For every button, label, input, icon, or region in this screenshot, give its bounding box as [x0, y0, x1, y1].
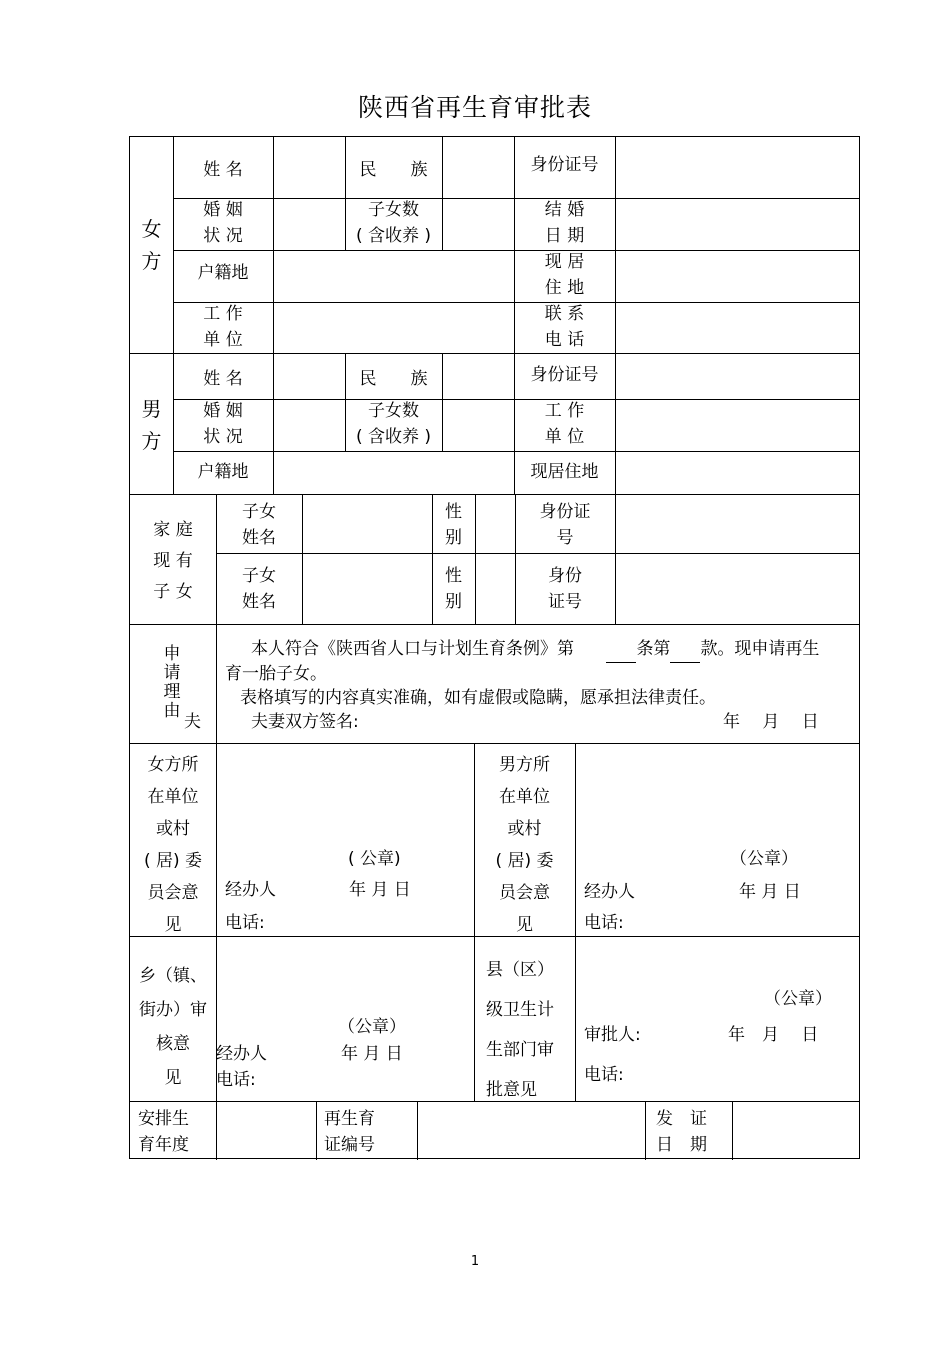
female-unit-seal: ( 公章) [348, 849, 401, 869]
county-phone: 电话: [584, 1065, 624, 1085]
female-unit-handler: 经办人 [225, 880, 276, 900]
female-ethnicity-label: 民 族 [359, 160, 428, 180]
family-children-label: 家 庭 现 有 子 女 [153, 520, 193, 602]
town-phone: 电话: [216, 1070, 256, 1090]
reason-label: 申 请 理 由 [163, 644, 181, 721]
approval-form-table [129, 136, 860, 1159]
town-opinion-label: 乡（镇、 街办）审 核意 见 [139, 966, 207, 1088]
town-handler: 经办人 [216, 1044, 267, 1064]
male-side-label: 男 方 [141, 397, 162, 453]
male-residence-label: 现居住地 [530, 462, 599, 482]
male-hukou-label: 户籍地 [197, 462, 249, 482]
county-date: 年 月 日 [728, 1025, 819, 1045]
male-unit-seal: （公章） [730, 849, 798, 869]
county-opinion-label: 县（区） 级卫生计 生部门审 批意见 [486, 960, 554, 1100]
reason-date: 年 月 日 [723, 712, 819, 732]
female-unit-label: 女方所 在单位 或村 ( 居) 委 员会意 见 [143, 755, 203, 935]
page-title: 陕西省再生育审批表 [357, 93, 592, 122]
male-unit-handler: 经办人 [584, 882, 635, 902]
male-name-label: 姓 名 [203, 369, 243, 389]
child-id-label-1: 身份证 号 [539, 502, 591, 548]
male-unit-date: 年 月 日 [739, 882, 801, 902]
reason-line-1: 本人符合《陕西省人口与计划生育条例》第 条第 款。现申请再生 [251, 636, 819, 663]
male-id-label: 身份证号 [530, 365, 599, 385]
male-unit-phone: 电话: [584, 913, 624, 933]
reason-line-2: 育一胎子女。 [225, 664, 327, 684]
county-approver: 审批人: [584, 1025, 641, 1045]
female-hukou-label: 户籍地 [197, 263, 249, 283]
reason-side-char: 夫 [184, 712, 201, 732]
town-seal: （公章） [338, 1017, 406, 1037]
female-work-label: 工 作 单 位 [203, 304, 243, 350]
town-date: 年 月 日 [341, 1044, 403, 1064]
female-children-label: 子女数 ( 含收养 ) [355, 200, 432, 246]
female-unit-date: 年 月 日 [349, 880, 411, 900]
female-marriage-date-label: 结 婚 日 期 [544, 200, 585, 246]
child-gender-label-1: 性 别 [445, 502, 462, 548]
child-gender-label-2: 性 别 [445, 566, 462, 612]
female-id-label: 身份证号 [530, 155, 599, 175]
cert-number-label: 再生育 证编号 [324, 1109, 375, 1155]
male-work-label: 工 作 单 位 [544, 401, 585, 447]
female-phone-label: 联 系 电 话 [544, 304, 585, 350]
reason-line-3: 表格填写的内容真实准确，如有虚假或隐瞒，愿承担法律责任。 [240, 688, 716, 708]
female-marital-label: 婚 姻 状 况 [203, 200, 243, 246]
female-name-label: 姓 名 [203, 160, 243, 180]
male-ethnicity-label: 民 族 [359, 369, 428, 389]
page-number: 1 [470, 1254, 480, 1269]
issue-date-label: 发 证 日 期 [656, 1109, 707, 1155]
child-name-label-1: 子女 姓名 [242, 502, 276, 548]
female-side-label: 女 方 [141, 217, 162, 273]
male-unit-label: 男方所 在单位 或村 ( 居) 委 员会意 见 [495, 755, 554, 935]
child-name-label-2: 子女 姓名 [242, 566, 276, 612]
male-children-label: 子女数 ( 含收养 ) [355, 401, 432, 447]
county-seal: （公章） [764, 989, 832, 1009]
male-marital-label: 婚 姻 状 况 [203, 401, 243, 447]
child-id-label-2: 身份 证号 [548, 566, 582, 612]
birth-year-label: 安排生 育年度 [138, 1109, 189, 1155]
signature-label: 夫妻双方签名: [251, 712, 359, 732]
female-residence-label: 现 居 住 地 [544, 252, 585, 298]
female-unit-phone: 电话: [225, 913, 265, 933]
